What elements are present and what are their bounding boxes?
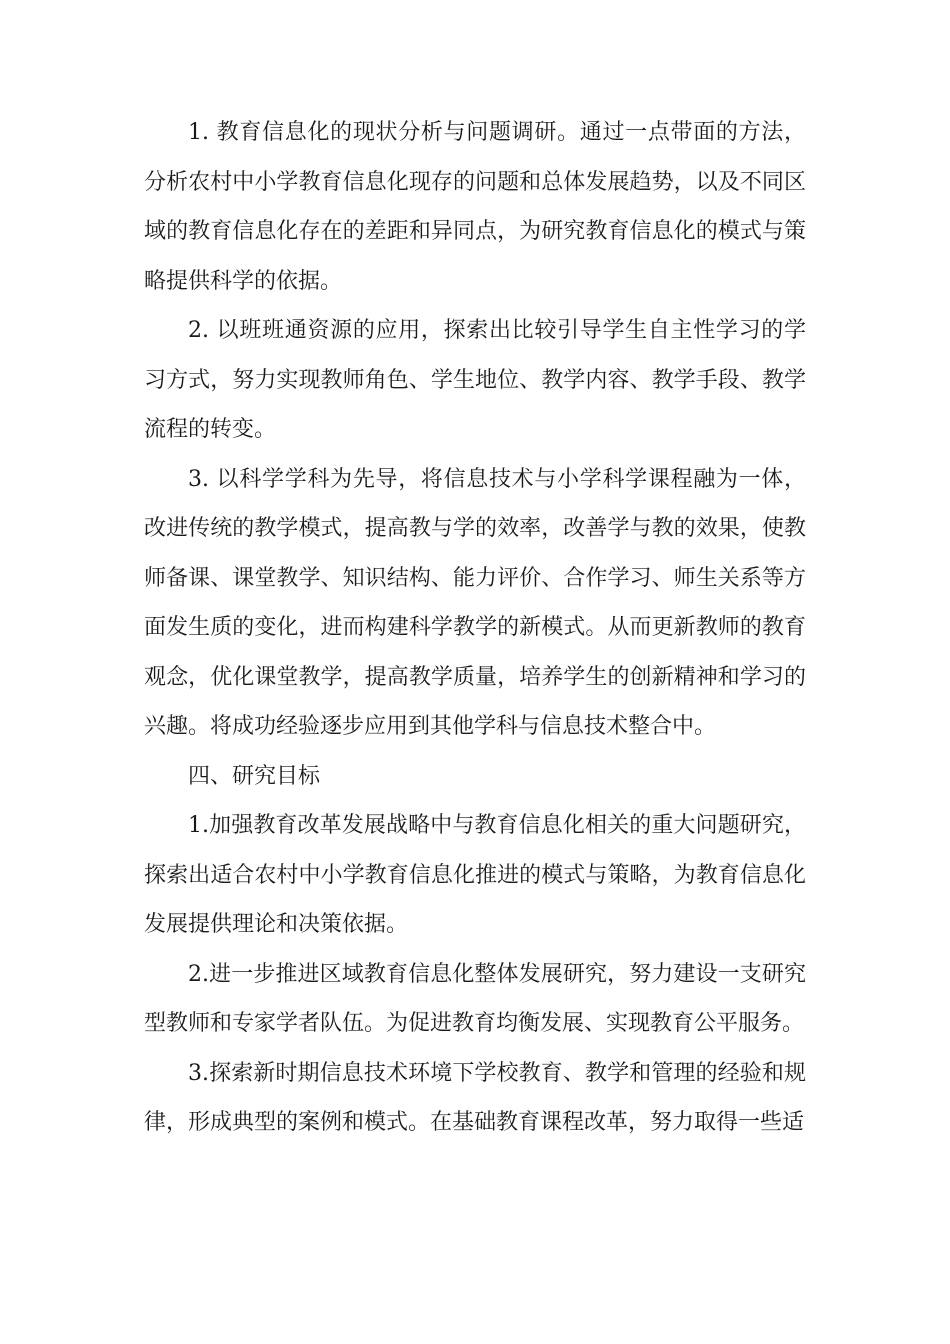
paragraph-item-3: 3. 以科学学科为先导，将信息技术与小学科学课程融为一体，改进传统的教学模式，提高教与学的效率，改善学与教的效果，使教师备课、课堂教学、知识结构、能力评价、合作学习、师生关系等方面发生质的变化，进而构建科学教学的新模式。从而更新教师的教育观念，优化课堂教学，提高教学质量，培养学生的创新精神和学习的兴趣。将成功经验逐步应用到其他学科与信息技术整合中。 [144,466,806,739]
document-body [144,108,806,1148]
goal-item-1: 1.加强教育改革发展战略中与教育信息化相关的重大问题研究，探索出适合农村中小学教育信息化推进的模式与策略，为教育信息化发展提供理论和决策依据。 [144,813,806,937]
paragraph-item-2: 2. 以班班通资源的应用，探索出比较引导学生自主性学习的学习方式，努力实现教师角色、学生地位、教学内容、教学手段、教学流程的转变。 [144,318,806,442]
paragraph-item-1: 1. 教育信息化的现状分析与问题调研。通过一点带面的方法，分析农村中小学教育信息化现存的问题和总体发展趋势，以及不同区域的教育信息化存在的差距和异同点，为研究教育信息化的模式与策略提供科学的依据。 [144,120,806,294]
goal-item-3: 3.探索新时期信息技术环境下学校教育、教学和管理的经验和规律，形成典型的案例和模式。在基础教育课程改革，努力取得一些适 [144,1060,806,1135]
section-heading-research-goals: 四、研究目标 [188,763,321,789]
goal-item-2: 2.进一步推进区域教育信息化整体发展研究，努力建设一支研究型教师和专家学者队伍。为促进教育均衡发展、实现教育公平服务。 [144,961,806,1036]
